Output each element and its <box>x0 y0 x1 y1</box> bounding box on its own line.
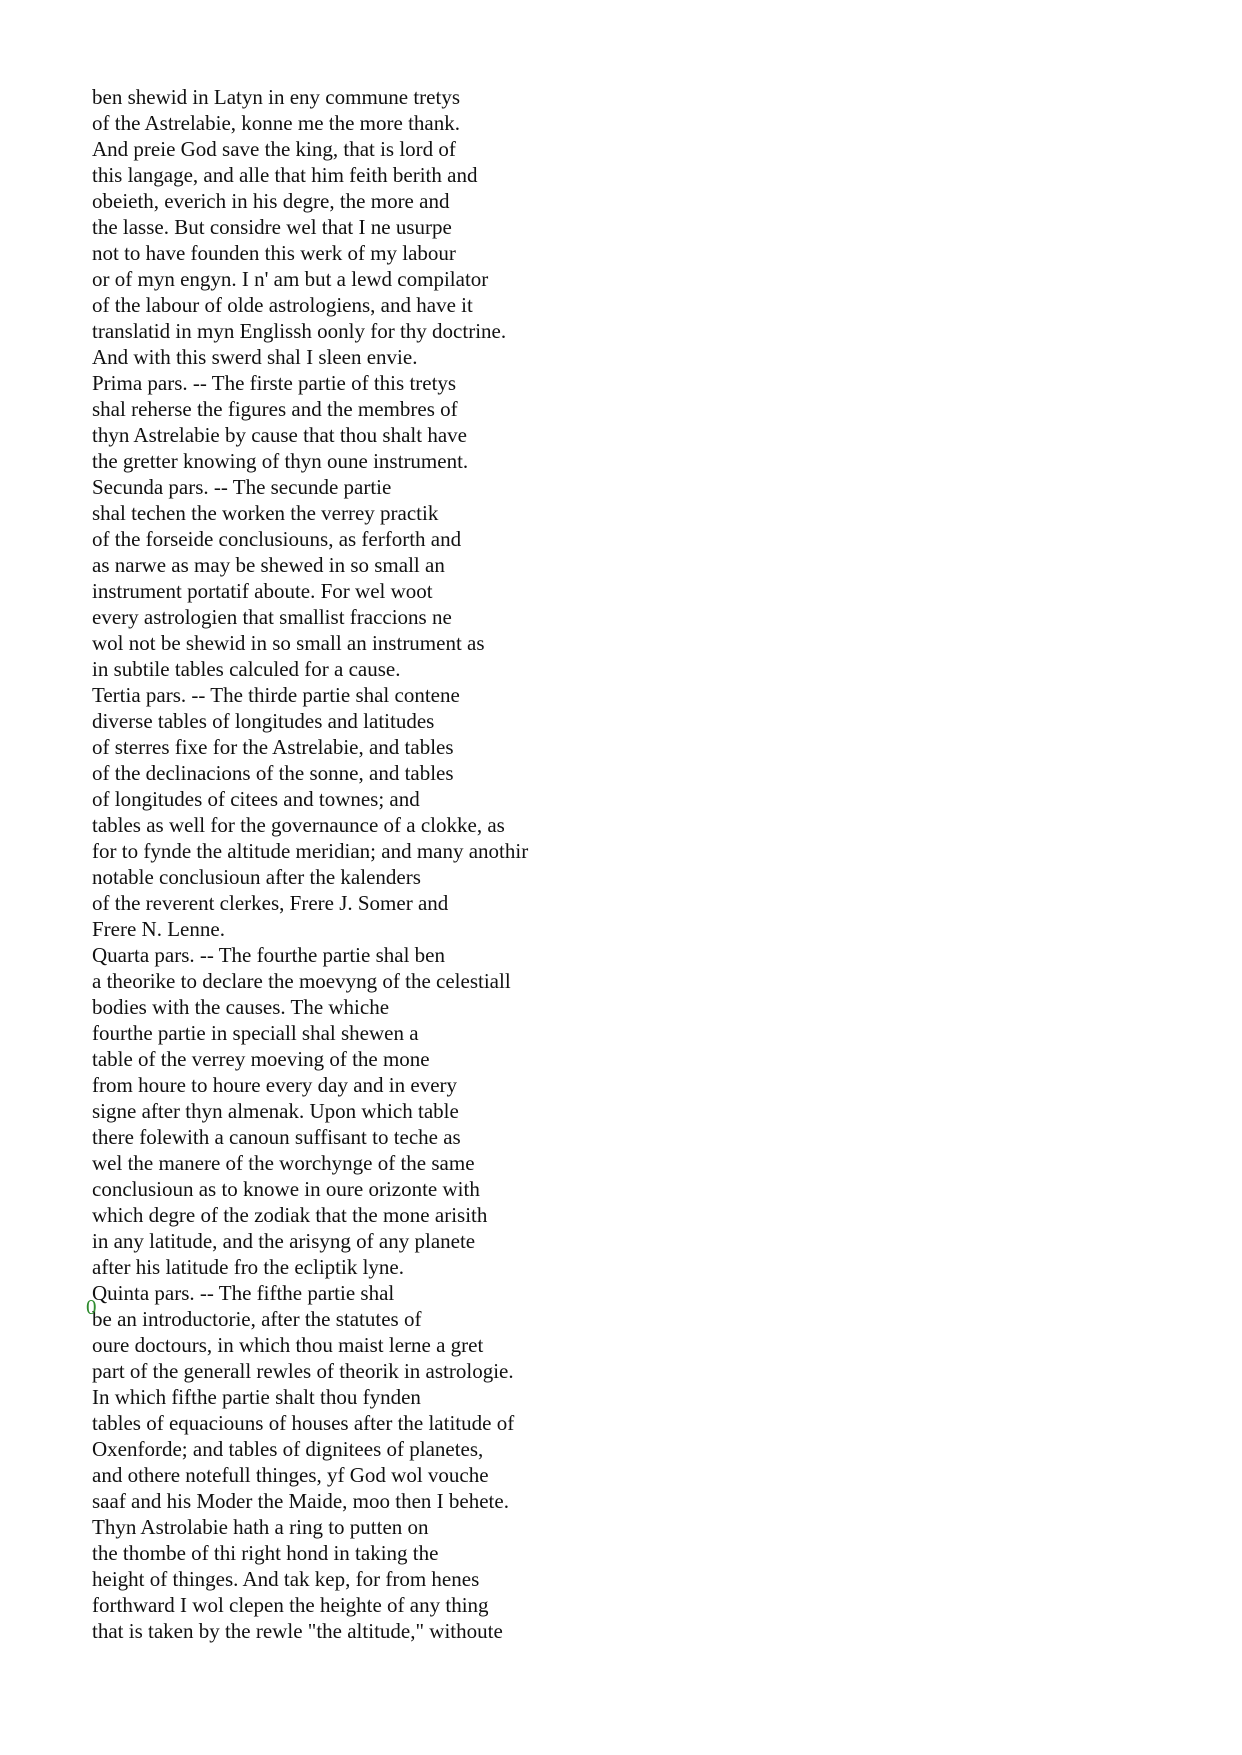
text-line: wel the manere of the worchynge of the same <box>92 1151 475 1175</box>
text-line: translatid in myn Englissh oonly for thy doctrine. <box>92 319 507 343</box>
text-line: diverse tables of longitudes and latitudes <box>92 709 435 733</box>
text-line: not to have founden this werk of my labour <box>92 241 456 265</box>
text-line: tables of equaciouns of houses after the latitude of <box>92 1411 515 1435</box>
text-line: the gretter knowing of thyn oune instrument. <box>92 449 469 473</box>
text-line: from houre to houre every day and in every <box>92 1073 458 1097</box>
text-line: for to fynde the altitude meridian; and many anothir <box>92 839 529 863</box>
text-line: signe after thyn almenak. Upon which table <box>92 1099 459 1123</box>
text-line: ben shewid in Latyn in eny commune tretys <box>92 85 461 109</box>
text-line: that is taken by the rewle "the altitude," withoute <box>92 1619 503 1643</box>
text-line: the thombe of thi right hond in taking the <box>92 1541 439 1565</box>
text-line: instrument portatif aboute. For wel woot <box>92 579 433 603</box>
text-line: of the forseide conclusiouns, as ferforth and <box>92 527 462 551</box>
text-line: forthward I wol clepen the heighte of any thing <box>92 1593 489 1617</box>
text-line: a theorike to declare the moevyng of the celestiall <box>92 969 511 993</box>
text-line: after his latitude fro the ecliptik lyne. <box>92 1255 404 1279</box>
text-line: as narwe as may be shewed in so small an <box>92 553 445 577</box>
text-line: which degre of the zodiak that the mone arisith <box>92 1203 488 1227</box>
text-line: fourthe partie in speciall shal shewen a <box>92 1021 419 1045</box>
text-line: obeieth, everich in his degre, the more and <box>92 189 450 213</box>
text-line: of the labour of olde astrologiens, and have it <box>92 293 473 317</box>
text-line: saaf and his Moder the Maide, moo then I behete. <box>92 1489 509 1513</box>
text-line: of the Astrelabie, konne me the more thank. <box>92 111 460 135</box>
text-line: Frere N. Lenne. <box>92 917 225 941</box>
text-line: Prima pars. -- The firste partie of this tretys <box>92 371 457 395</box>
text-line: the lasse. But considre wel that I ne usurpe <box>92 215 452 239</box>
text-line: Oxenforde; and tables of dignitees of planetes, <box>92 1437 484 1461</box>
text-line: Quinta pars. -- The fifthe partie shal <box>92 1281 395 1305</box>
text-line: And preie God save the king, that is lord of <box>92 137 456 161</box>
text-line: Quarta pars. -- The fourthe partie shal ben <box>92 943 445 967</box>
text-line: Thyn Astrolabie hath a ring to putten on <box>92 1515 429 1539</box>
text-line: be an introductorie, after the statutes of <box>92 1307 422 1331</box>
text-line: shal reherse the figures and the membres of <box>92 397 458 421</box>
text-line: or of myn engyn. I n' am but a lewd compilator <box>92 267 489 291</box>
line-marker: 0 <box>86 1295 97 1319</box>
text-line: and othere notefull thinges, yf God wol vouche <box>92 1463 489 1487</box>
text-line: oure doctours, in which thou maist lerne a gret <box>92 1333 484 1357</box>
text-line: shal techen the worken the verrey practik <box>92 501 439 525</box>
text-line: table of the verrey moeving of the mone <box>92 1047 430 1071</box>
text-line: bodies with the causes. The whiche <box>92 995 390 1019</box>
text-line: Tertia pars. -- The thirde partie shal contene <box>92 683 460 707</box>
text-line: in subtile tables calculed for a cause. <box>92 657 401 681</box>
text-line: of the reverent clerkes, Frere J. Somer and <box>92 891 449 915</box>
text-line: tables as well for the governaunce of a clokke, as <box>92 813 505 837</box>
text-line: of sterres fixe for the Astrelabie, and tables <box>92 735 454 759</box>
text-line: notable conclusioun after the kalenders <box>92 865 421 889</box>
text-line: thyn Astrelabie by cause that thou shalt have <box>92 423 467 447</box>
text-line: of the declinacions of the sonne, and tables <box>92 761 454 785</box>
text-line: every astrologien that smallist fraccions ne <box>92 605 452 629</box>
text-line: of longitudes of citees and townes; and <box>92 787 420 811</box>
text-line: And with this swerd shal I sleen envie. <box>92 345 418 369</box>
text-line: in any latitude, and the arisyng of any planete <box>92 1229 476 1253</box>
text-line: part of the generall rewles of theorik in astrologie. <box>92 1359 514 1383</box>
text-line: Secunda pars. -- The secunde partie <box>92 475 392 499</box>
text-line: In which fifthe partie shalt thou fynden <box>92 1385 421 1409</box>
text-line: there folewith a canoun suffisant to teche as <box>92 1125 461 1149</box>
text-line: this langage, and alle that him feith berith and <box>92 163 478 187</box>
text-line: wol not be shewid in so small an instrument as <box>92 631 485 655</box>
text-line: conclusioun as to knowe in oure orizonte with <box>92 1177 480 1201</box>
text-line: height of thinges. And tak kep, for from henes <box>92 1567 480 1591</box>
text-block <box>92 84 1092 1644</box>
